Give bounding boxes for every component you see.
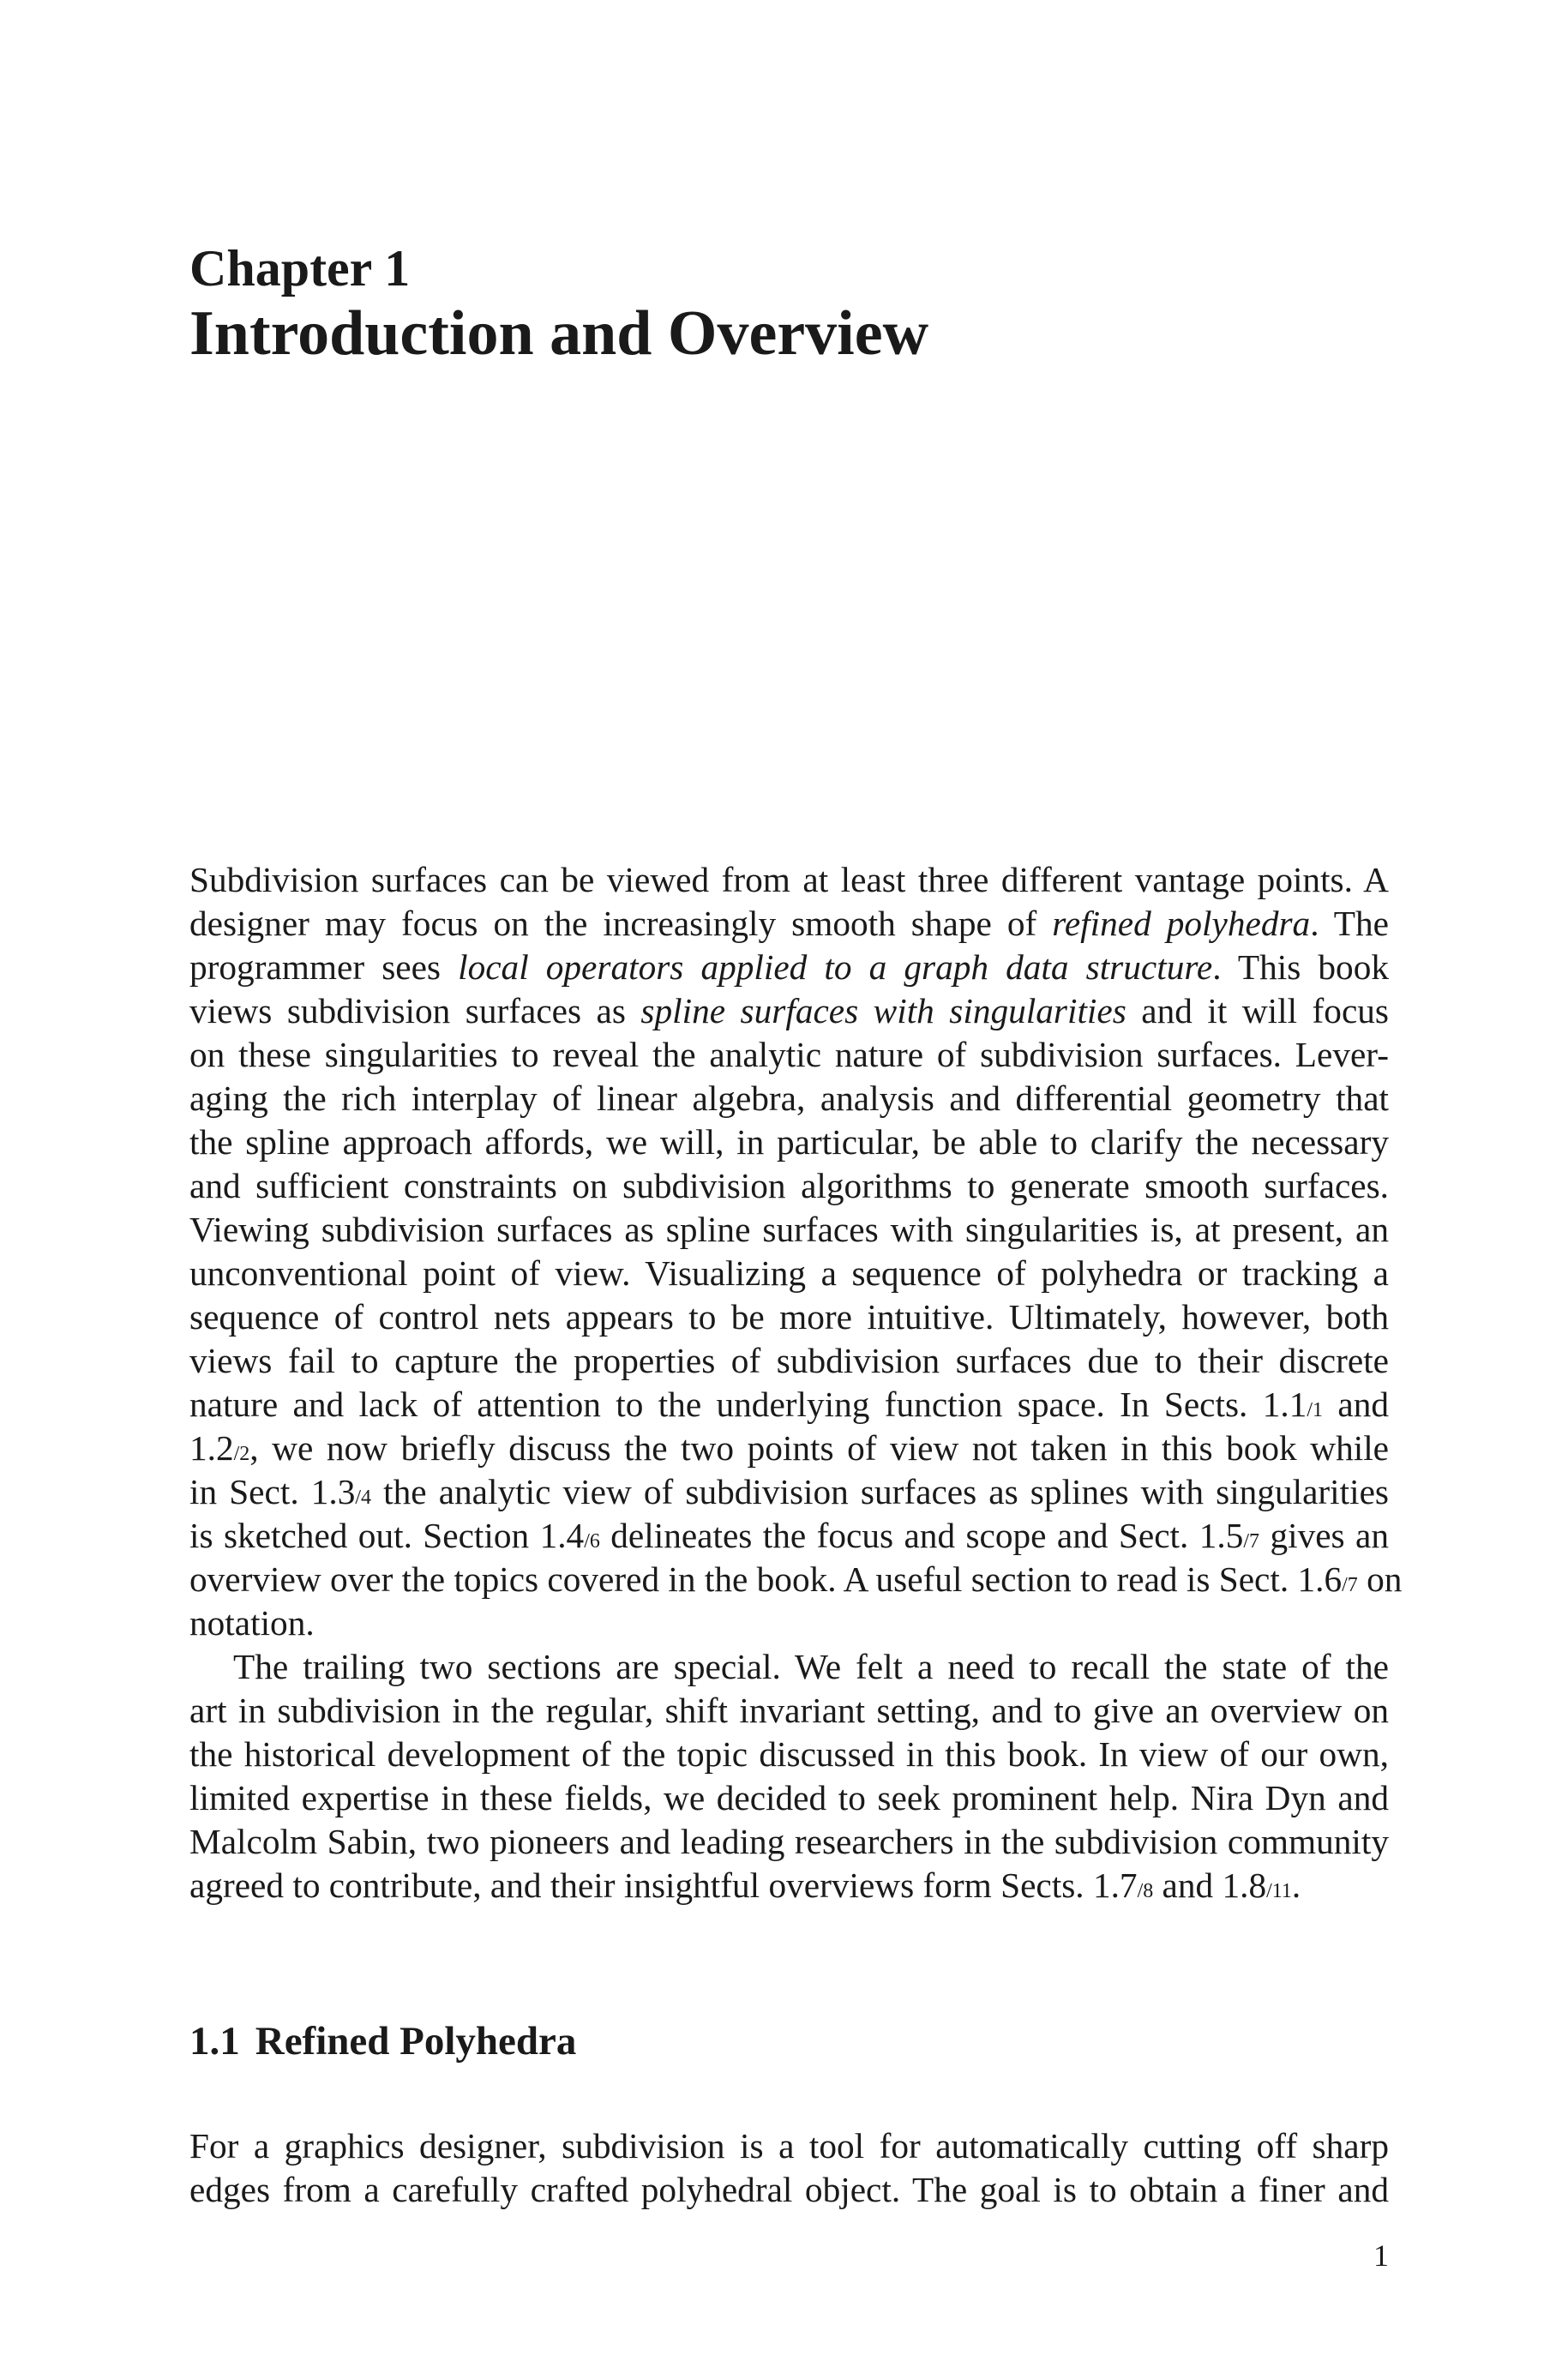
text-line: nature and lack of attention to the underlying function space. In Sects. 1.1/1 and	[189, 1385, 1390, 1424]
text-line: art in subdivision in the regular, shift invariant setting, and to give an overview on	[189, 1691, 1389, 1730]
emphasis: spline surfaces with singularities	[640, 991, 1126, 1030]
text-line: is sketched out. Section 1.4/6 delineates the focus and scope and Sect. 1.5/7 gives an	[189, 1516, 1389, 1555]
chapter-label: Chapter 1	[189, 240, 411, 297]
section-title: Refined Polyhedra	[255, 2019, 577, 2064]
text-line: unconventional point of view. Visualizing a sequence of polyhedra or tracking a	[189, 1253, 1389, 1293]
page-ref-sub: /2	[233, 1443, 250, 1465]
emphasis: refined polyhedra	[1052, 904, 1311, 943]
text-line: Subdivision surfaces can be viewed from at least three different vantage points. A	[189, 860, 1389, 899]
text-line: programmer sees local operators applied to a graph data structure. This book	[189, 947, 1389, 987]
intro-paragraph-1	[189, 858, 1403, 1645]
text-line: views subdivision surfaces as spline surfaces with singularities and it will focus	[189, 991, 1390, 1030]
page-ref-sub: /11	[1266, 1880, 1292, 1902]
section-text	[189, 2124, 1389, 2212]
text-line: Viewing subdivision surfaces as spline surfaces with singularities is, at present, an	[189, 1210, 1389, 1249]
page-ref-sub: /8	[1137, 1880, 1154, 1902]
page-number: 1	[1373, 2238, 1389, 2273]
intro-text	[189, 858, 1403, 1907]
text-line: notation.	[189, 1603, 315, 1643]
text-line: on these singularities to reveal the analytic nature of subdivision surfaces. Lever-	[189, 1035, 1389, 1074]
chapter-title: Introduction and Overview	[189, 298, 929, 369]
text-line: aging the rich interplay of linear algebra, analysis and differential geometry that	[189, 1078, 1389, 1118]
text-line: 1.2/2, we now briefly discuss the two points of view not taken in this book while	[189, 1428, 1389, 1468]
text-line: edges from a carefully crafted polyhedral object. The goal is to obtain a finer and	[189, 2170, 1389, 2209]
text-line: limited expertise in these fields, we decided to seek prominent help. Nira Dyn and	[189, 1778, 1389, 1817]
page-ref-sub: /7	[1342, 1574, 1358, 1596]
emphasis: local operators applied to a graph data structure	[458, 947, 1213, 987]
text-line: the spline approach affords, we will, in particular, be able to clarify the necessary	[189, 1122, 1389, 1162]
text-line: designer may focus on the increasingly smooth shape of refined polyhedra. The	[189, 904, 1390, 943]
section-number: 1.1	[189, 2019, 240, 2064]
text-line: Malcolm Sabin, two pioneers and leading researchers in the subdivision community	[189, 1822, 1389, 1861]
text-line: For a graphics designer, subdivision is a tool for automatically cutting off sharp	[189, 2126, 1389, 2166]
page-ref-sub: /1	[1307, 1399, 1324, 1421]
text-line: and sufficient constraints on subdivision algorithms to generate smooth surfaces.	[189, 1166, 1389, 1205]
section-heading	[189, 2017, 576, 2065]
text-line: agreed to contribute, and their insightful overviews form Sects. 1.7/8 and 1.8/11.	[189, 1865, 1301, 1905]
text-line: the historical development of the topic discussed in this book. In view of our own,	[189, 1734, 1389, 1774]
page-ref-sub: /7	[1243, 1530, 1260, 1553]
text-line: in Sect. 1.3/4 the analytic view of subdivision surfaces as splines with singularities	[189, 1472, 1389, 1511]
text-line: The trailing two sections are special. We felt a need to recall the state of the	[233, 1647, 1389, 1686]
page-ref-sub: /6	[584, 1530, 600, 1553]
text-line: views fail to capture the properties of subdivision surfaces due to their discrete	[189, 1341, 1389, 1380]
text-line: overview over the topics covered in the book. A useful section to read is Sect. 1.6/7 on	[189, 1559, 1403, 1599]
text-line: sequence of control nets appears to be more intuitive. Ultimately, however, both	[189, 1297, 1389, 1337]
page-ref-sub: /4	[355, 1487, 372, 1509]
intro-paragraph-2	[189, 1645, 1389, 1907]
